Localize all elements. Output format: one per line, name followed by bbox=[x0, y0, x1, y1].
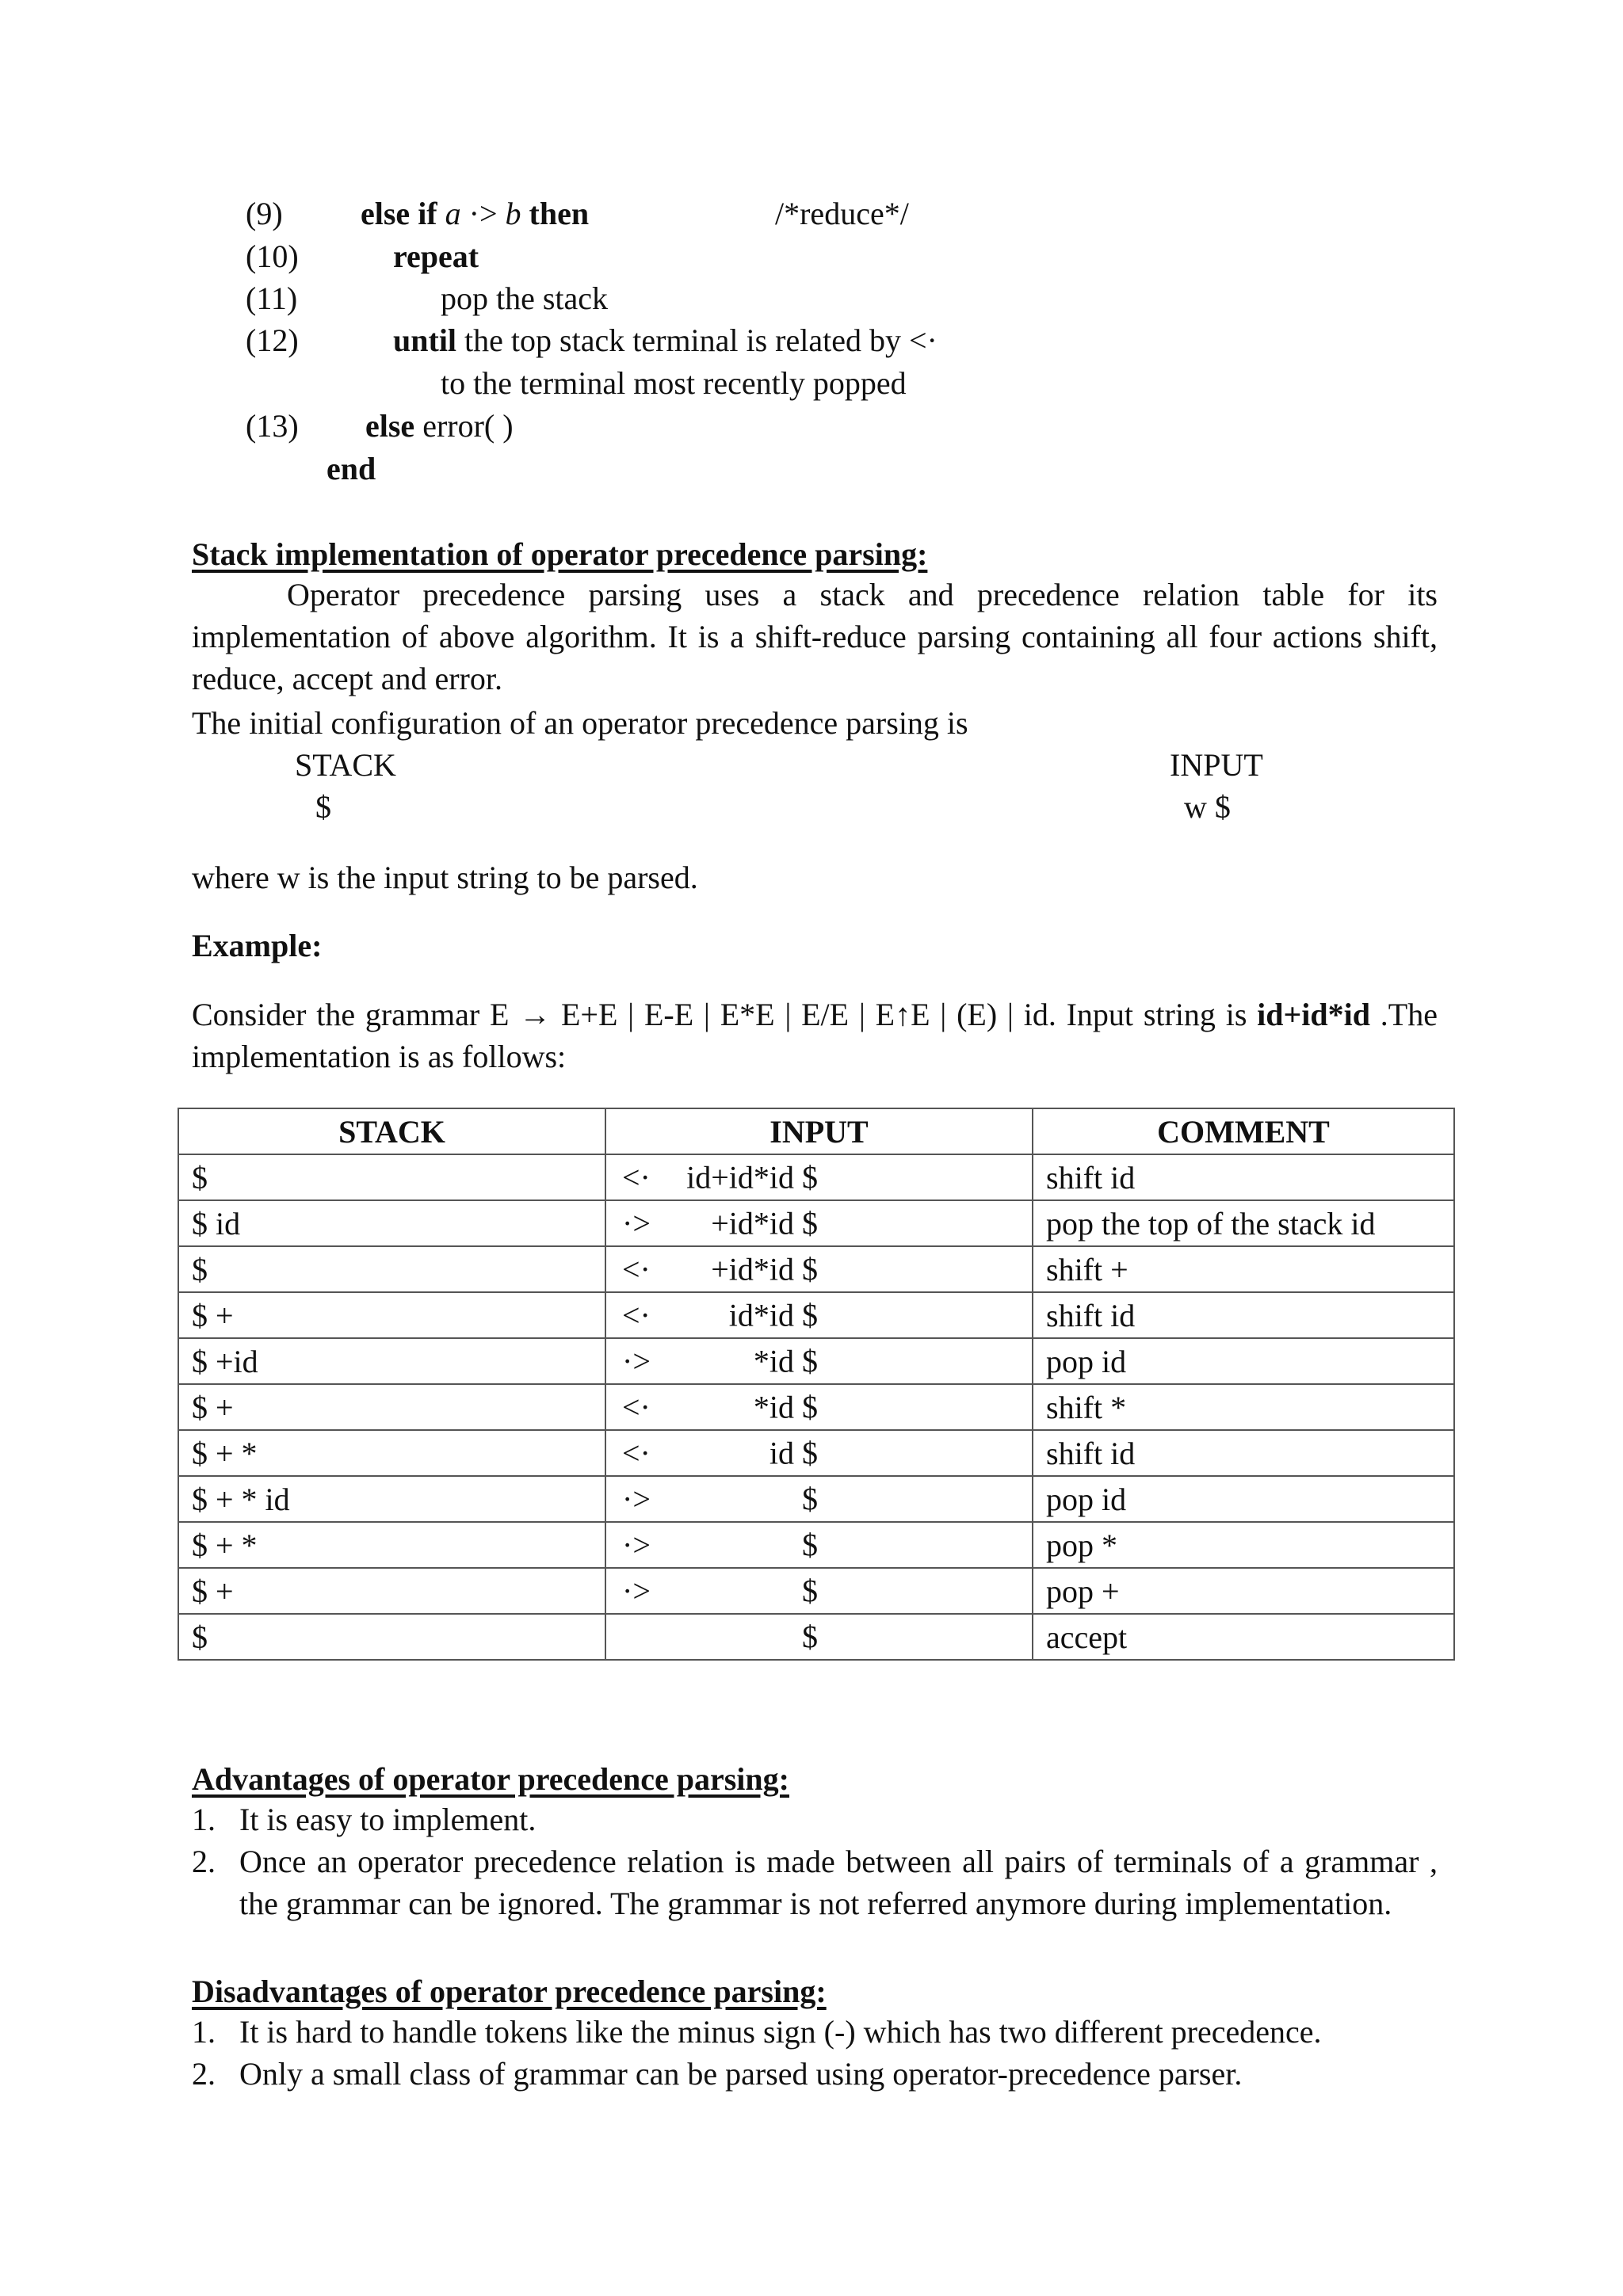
algorithm-line-12-continued: to the terminal most recently popped bbox=[441, 365, 907, 401]
algorithm-line-11: pop the stack bbox=[441, 280, 609, 316]
section-heading-stack-implementation: Stack implementation of operator precedence parsing: bbox=[192, 536, 928, 572]
list-item bbox=[192, 1798, 1438, 1840]
input-string: id*id $ bbox=[728, 1297, 818, 1333]
relation-symbol: ·> bbox=[622, 1205, 651, 1241]
table-row bbox=[178, 1154, 1454, 1200]
header-comment: COMMENT bbox=[1033, 1108, 1454, 1154]
relation-symbol: <· bbox=[622, 1389, 651, 1425]
table-row bbox=[178, 1476, 1454, 1522]
stack-cell: $ id bbox=[178, 1200, 605, 1246]
input-cell bbox=[605, 1522, 1033, 1568]
symbol-b: b bbox=[505, 196, 521, 231]
input-string: id+id*id $ bbox=[686, 1159, 818, 1196]
table-row bbox=[178, 1568, 1454, 1614]
where-text: where w is the input string to be parsed. bbox=[192, 860, 698, 895]
item-text: Only a small class of grammar can be parsed using operator-precedence parser. bbox=[239, 2056, 1243, 2092]
stack-cell: $ + * id bbox=[178, 1476, 605, 1522]
table-row bbox=[178, 1430, 1454, 1476]
table-header-row bbox=[178, 1108, 1454, 1154]
relation-symbol: ·> bbox=[622, 1343, 651, 1379]
algorithm-end: end bbox=[327, 451, 376, 486]
input-cell bbox=[605, 1384, 1033, 1430]
input-string: +id*id $ bbox=[711, 1251, 818, 1287]
parsing-table bbox=[178, 1108, 1455, 1661]
relation-symbol: ·> bbox=[622, 1573, 651, 1609]
table-row bbox=[178, 1338, 1454, 1384]
algorithm-line-13 bbox=[365, 410, 514, 442]
stack-cell: $ +id bbox=[178, 1338, 605, 1384]
example-heading: Example: bbox=[192, 928, 323, 963]
stack-cell: $ + * bbox=[178, 1522, 605, 1568]
item-text: Once an operator precedence relation is made between all pairs of terminals of a grammar , the grammar can be ignored. The grammar is not referred anymore during implementation. bbox=[239, 1844, 1438, 1921]
table-row bbox=[178, 1200, 1454, 1246]
input-string: $ bbox=[802, 1619, 818, 1655]
comment-cell: pop id bbox=[1033, 1338, 1454, 1384]
comment-cell: accept bbox=[1033, 1614, 1454, 1660]
comment-cell: shift id bbox=[1033, 1292, 1454, 1338]
relation-symbol: ·> bbox=[460, 196, 506, 231]
line-number-13: (13) bbox=[246, 408, 299, 444]
input-string: *id $ bbox=[753, 1343, 818, 1379]
comment-cell: pop id bbox=[1033, 1476, 1454, 1522]
input-cell bbox=[605, 1430, 1033, 1476]
input-string: *id $ bbox=[753, 1389, 818, 1425]
table-row bbox=[178, 1614, 1454, 1660]
input-string: +id*id $ bbox=[711, 1205, 818, 1241]
table-row bbox=[178, 1246, 1454, 1292]
line-text: the top stack terminal is related by <· bbox=[456, 322, 938, 358]
relation-symbol: <· bbox=[622, 1251, 651, 1287]
paragraph-text: Operator precedence parsing uses a stack and precedence relation table for its implementation of above algorithm. It is a shift-reduce parsing containing all four actions shift, reduce, accept and error. bbox=[192, 577, 1438, 696]
line-number-12: (12) bbox=[246, 322, 299, 358]
item-text: It is easy to implement. bbox=[239, 1802, 537, 1837]
comment-cell: shift id bbox=[1033, 1154, 1454, 1200]
item-number: 2. bbox=[192, 2056, 216, 2092]
comment-cell: shift + bbox=[1033, 1246, 1454, 1292]
relation-symbol: <· bbox=[622, 1159, 651, 1196]
input-string: $ bbox=[802, 1573, 818, 1609]
input-string: $ bbox=[802, 1527, 818, 1563]
relation-symbol: <· bbox=[622, 1297, 651, 1333]
relation-symbol: <· bbox=[622, 1435, 651, 1471]
keyword: until bbox=[393, 322, 457, 358]
input-cell bbox=[605, 1614, 1033, 1660]
example-paragraph bbox=[192, 994, 1438, 1077]
line-text: error( ) bbox=[414, 408, 514, 444]
list-item bbox=[192, 2053, 1438, 2095]
table-row bbox=[178, 1384, 1454, 1430]
input-cell bbox=[605, 1292, 1033, 1338]
keyword: then bbox=[529, 196, 590, 231]
list-item bbox=[192, 1840, 1438, 1924]
input-cell bbox=[605, 1246, 1033, 1292]
example-text: Consider the grammar E → E+E | E-E | E*E | E/E | E↑E | (E) | id. Input string is bbox=[192, 997, 1258, 1032]
input-label: INPUT bbox=[1170, 747, 1263, 783]
symbol-a: a bbox=[445, 196, 461, 231]
algorithm-line-12 bbox=[393, 322, 938, 358]
stack-cell: $ bbox=[178, 1246, 605, 1292]
stack-cell: $ + * bbox=[178, 1430, 605, 1476]
disadvantages-list bbox=[192, 2011, 1438, 2095]
stack-cell: $ + bbox=[178, 1568, 605, 1614]
input-cell bbox=[605, 1476, 1033, 1522]
stack-cell: $ bbox=[178, 1154, 605, 1200]
reduce-comment: /*reduce*/ bbox=[775, 196, 909, 231]
stack-initial-value: $ bbox=[315, 789, 331, 825]
table-row bbox=[178, 1522, 1454, 1568]
table-body bbox=[178, 1154, 1454, 1660]
item-number: 1. bbox=[192, 2014, 216, 2050]
line-number-9: (9) bbox=[246, 196, 283, 231]
example-text-end: .The implementation is as follows: bbox=[192, 997, 1438, 1074]
input-cell bbox=[605, 1568, 1033, 1614]
input-initial-value: w $ bbox=[1184, 789, 1231, 825]
table-row bbox=[178, 1292, 1454, 1338]
item-text: It is hard to handle tokens like the minus sign (-) which has two different precedence. bbox=[239, 2014, 1322, 2050]
input-cell bbox=[605, 1154, 1033, 1200]
list-item bbox=[192, 2011, 1438, 2053]
comment-cell: shift * bbox=[1033, 1384, 1454, 1430]
input-string: $ bbox=[802, 1481, 818, 1517]
stack-label: STACK bbox=[295, 747, 396, 783]
relation-symbol: ·> bbox=[622, 1481, 651, 1517]
item-number: 2. bbox=[192, 1844, 216, 1879]
stack-paragraph bbox=[192, 574, 1438, 700]
comment-cell: pop * bbox=[1033, 1522, 1454, 1568]
item-number: 1. bbox=[192, 1802, 216, 1837]
input-string: id+id*id bbox=[1257, 997, 1371, 1032]
input-cell bbox=[605, 1338, 1033, 1384]
algorithm-line-9 bbox=[361, 198, 589, 230]
header-stack: STACK bbox=[178, 1108, 605, 1154]
comment-cell: pop + bbox=[1033, 1568, 1454, 1614]
algorithm-line-10: repeat bbox=[393, 238, 479, 274]
advantages-list bbox=[192, 1798, 1438, 1924]
input-string: id $ bbox=[769, 1435, 818, 1471]
section-heading-advantages: Advantages of operator precedence parsing: bbox=[192, 1761, 789, 1797]
line-number-11: (11) bbox=[246, 280, 298, 316]
header-input: INPUT bbox=[605, 1108, 1033, 1154]
stack-cell: $ + bbox=[178, 1384, 605, 1430]
line-number-10: (10) bbox=[246, 238, 299, 274]
section-heading-disadvantages: Disadvantages of operator precedence parsing: bbox=[192, 1974, 827, 2009]
comment-cell: shift id bbox=[1033, 1430, 1454, 1476]
comment-cell: pop the top of the stack id bbox=[1033, 1200, 1454, 1246]
stack-cell: $ + bbox=[178, 1292, 605, 1338]
initial-config-text: The initial configuration of an operator precedence parsing is bbox=[192, 705, 968, 741]
stack-cell: $ bbox=[178, 1614, 605, 1660]
keyword: else bbox=[365, 408, 415, 444]
keyword: else if bbox=[361, 196, 437, 231]
relation-symbol: ·> bbox=[622, 1527, 651, 1563]
input-cell bbox=[605, 1200, 1033, 1246]
